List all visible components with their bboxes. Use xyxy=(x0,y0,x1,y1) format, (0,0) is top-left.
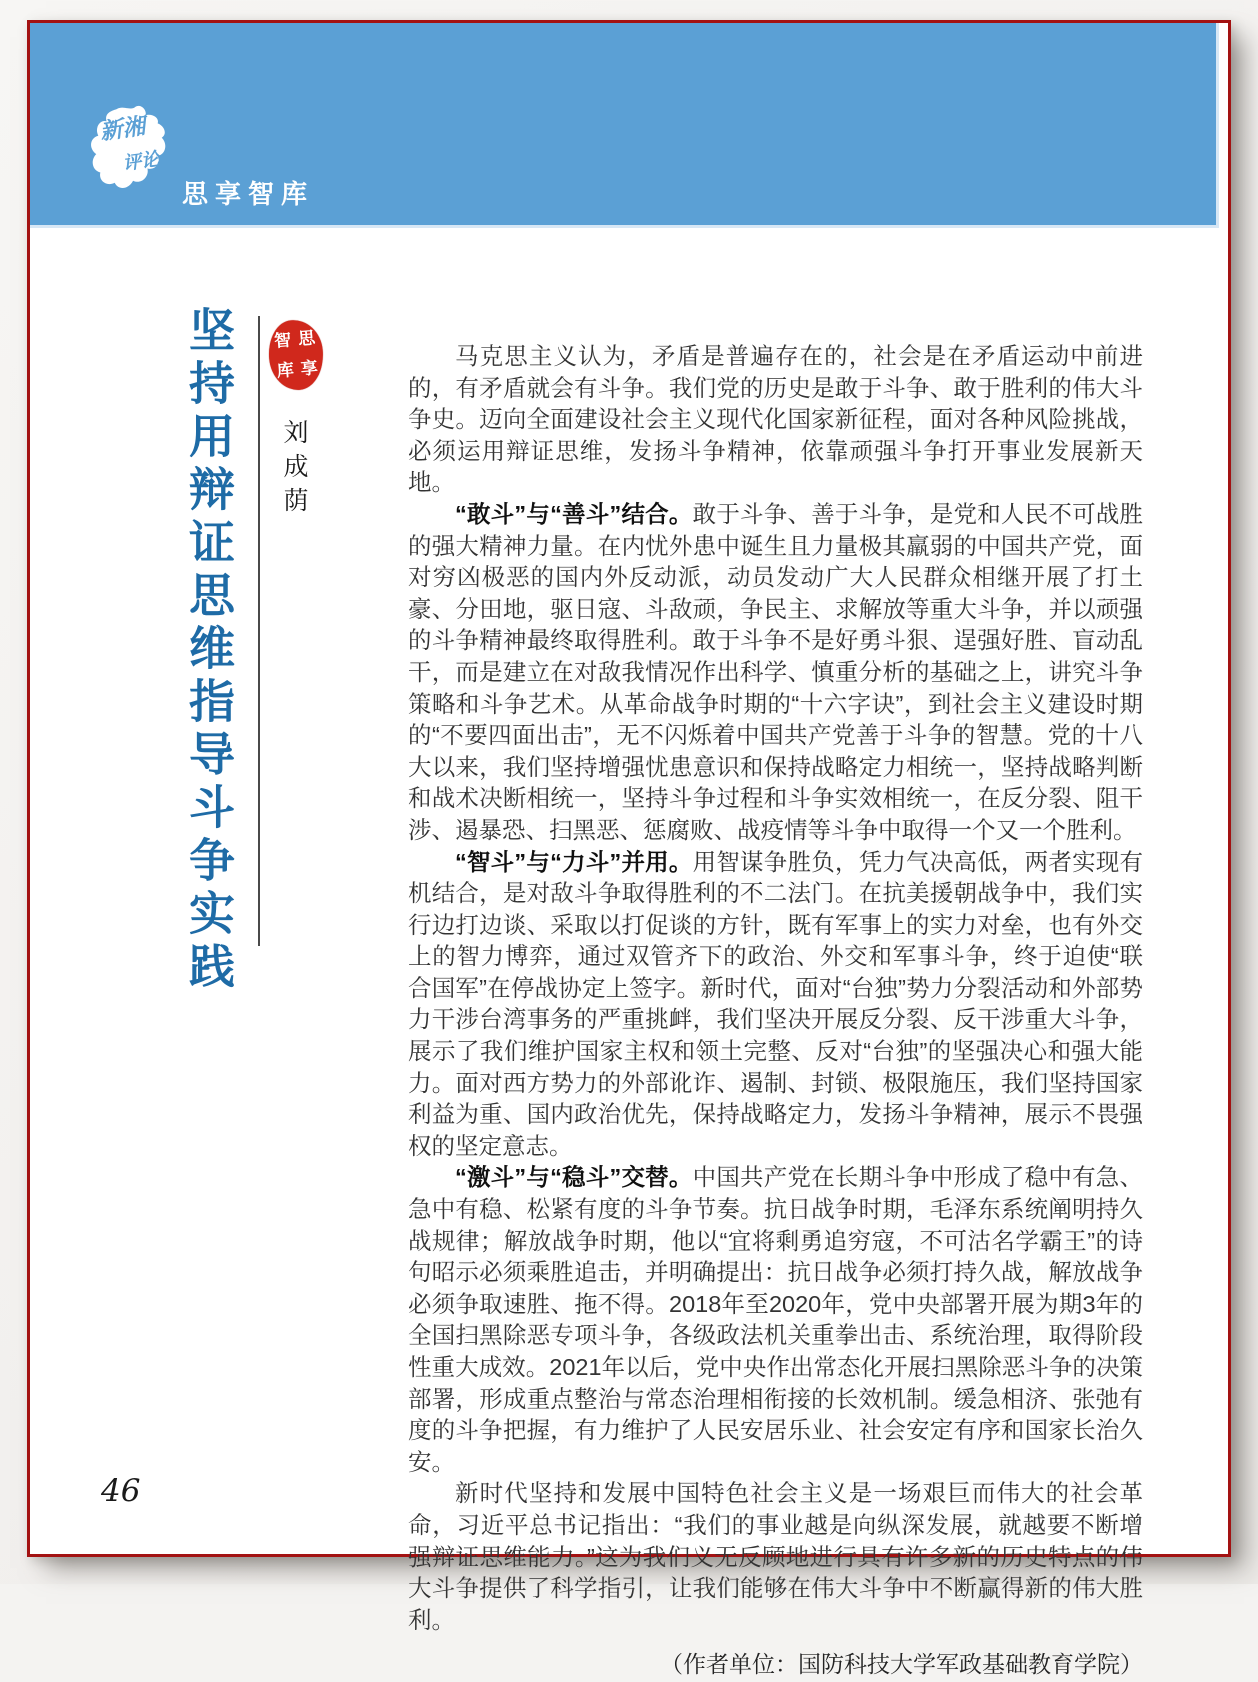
logo-calligraphy-bottom: 评论 xyxy=(121,148,161,175)
article-title: 坚持用辩证思维指导斗争实践 xyxy=(183,306,235,995)
vertical-divider xyxy=(258,316,260,946)
paragraph-text: 马克思主义认为，矛盾是普遍存在的，社会是在矛盾运动中前进的，有矛盾就会有斗争。我们党的历史是敢于斗争、敢于胜利的伟大斗争史。迈向全面建设社会主义现代化国家新征程，面对各种风险挑战，必须运用辩证思维，发扬斗争精神，依靠顽强斗争打开事业发展新天地。 xyxy=(408,343,1143,496)
magazine-page xyxy=(27,20,1231,1679)
hunan-map-logo-icon xyxy=(88,105,170,193)
author-name: 刘成荫 xyxy=(280,419,309,521)
paragraph xyxy=(408,499,1143,847)
paragraph xyxy=(408,1162,1143,1478)
page-number: 46 xyxy=(101,1473,141,1509)
paragraph-text: 用智谋争胜负，凭力气决高低，两者实现有机结合，是对敌斗争取得胜利的不二法门。在抗美援朝战争中，我们实行边打边谈、采取以打促谈的方针，既有军事上的实力对垒，也有外交上的智力博弈，通过双管齐下的政治、外交和军事斗争，终于迫使“联合国军”在停战协定上签字。新时代，面对“台独”势力分裂活动和外部势力干涉台湾事务的严重挑衅，我们坚决开展反分裂、反干涉重大斗争，展示了我们维护国家主权和领土完整、反对“台独”的坚强决心和强大能力。面对西方势力的外部讹诈、遏制、封锁、极限施压，我们坚持国家利益为重、国内政治优先，保持战略定力，发扬斗争精神，展示不畏强权的坚定意志。 xyxy=(408,848,1144,1159)
logo-calligraphy-top: 新湘 xyxy=(98,113,147,146)
paragraph-text: 敢于斗争、善于斗争，是党和人民不可战胜的强大精神力量。在内忧外患中诞生且力量极其羸弱的中国共产党，面对穷凶极恶的国内外反动派，动员发动广大人民群众相继开展了打土豪、分田地，驱日寇、斗敌顽，争民主、求解放等重大斗争，并以顽强的斗争精神最终取得胜利。敢于斗争不是好勇斗狠、逞强好胜、盲动乱干，而是建立在对敌我情况作出科学、慎重分析的基础之上，讲究斗争策略和斗争艺术。从革命战争时期的“十六字诀”，到社会主义建设时期的“不要四面出击”，无不闪烁着中国共产党善于斗争的智慧。党的十八大以来，我们坚持增强忧患意识和保持战略定力相统一，坚持战略判断和战术决断相统一，坚持斗争过程和斗争实效相统一，在反分裂、阻干涉、遏暴恐、扫黑恶、惩腐败、战疫情等斗争中取得一个又一个胜利。 xyxy=(408,500,1144,843)
paragraph-lead: “激斗”与“稳斗”交替。 xyxy=(455,1164,693,1191)
header-band xyxy=(30,23,1219,228)
thinktank-seal-stamp-icon xyxy=(266,318,326,392)
paragraph xyxy=(408,341,1143,499)
paragraph-text: 新时代坚持和发展中国特色社会主义是一场艰巨而伟大的社会革命，习近平总书记指出：“我们的事业越是向纵深发展，就越要不断增强辩证思维能力。”这为我们义无反顾地进行具有许多新的历史特点的伟大斗争提供了科学指引，让我们能够在伟大斗争中不断赢得新的伟大胜利。 xyxy=(408,1480,1143,1633)
paragraph-lead: “敢斗”与“善斗”结合。 xyxy=(455,500,693,527)
article-body xyxy=(408,341,1143,1682)
seal-char: 库 xyxy=(275,359,295,382)
seal-char: 智 xyxy=(273,329,293,352)
paragraph-lead: “智斗”与“力斗”并用。 xyxy=(455,848,693,875)
section-title: 思享智库 xyxy=(182,179,315,209)
author-affiliation: （作者单位：国防科技大学军政基础教育学院） xyxy=(660,1652,1143,1679)
paragraph-text: 中国共产党在长期斗争中形成了稳中有急、急中有稳、松紧有度的斗争节奏。抗日战争时期，毛泽东系统阐明持久战规律；解放战争时期，他以“宜将剩勇追穷寇，不可沽名学霸王”的诗句昭示必须乘胜追击，并明确提出：抗日战争必须打持久战，解放战争必须争取速胜、拖不得。2018年至2020年，党中央部署开展为期3年的全国扫黑除恶专项斗争，各级政法机关重拳出击、系统治理，取得阶段性重大成效。2021年以后，党中央作出常态化开展扫黑除恶斗争的决策部署，形成重点整治与常态治理相衔接的长效机制。缓急相济、张弛有度的斗争把握，有力维护了人民安居乐业、社会安定有序和国家长治久安。 xyxy=(408,1164,1144,1475)
paragraph xyxy=(408,1478,1143,1636)
paragraph xyxy=(408,847,1143,1163)
seal-char: 享 xyxy=(299,357,319,380)
seal-char: 思 xyxy=(297,327,316,350)
